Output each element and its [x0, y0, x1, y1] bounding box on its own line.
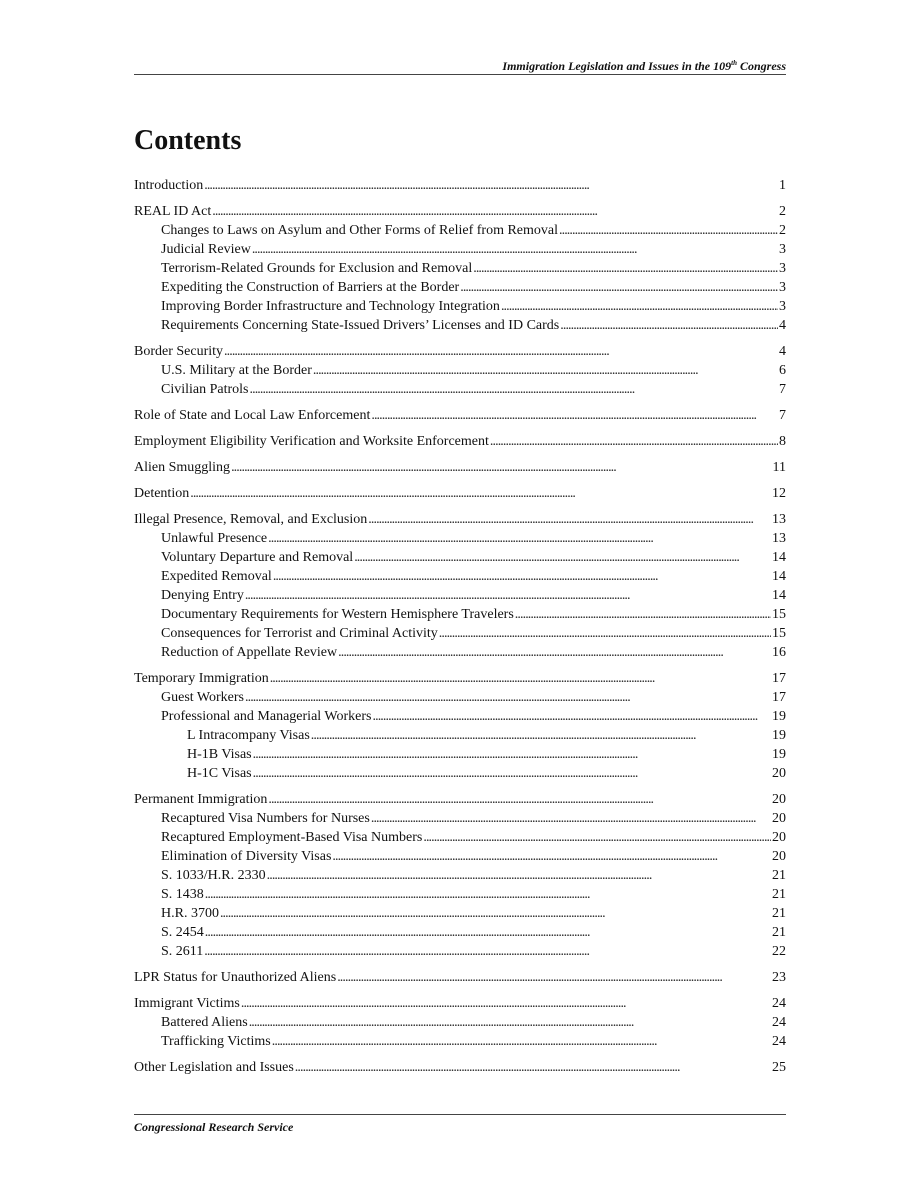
toc-entry-label: Employment Eligibility Verification and Worksite Enforcement — [134, 434, 489, 449]
footer-publisher: Congressional Research Service — [134, 1120, 294, 1134]
toc-entry-label: Elimination of Diversity Visas — [161, 849, 332, 864]
toc-entry-label: U.S. Military at the Border — [161, 363, 312, 378]
toc-entry-page-number: 24 — [772, 1034, 786, 1049]
toc-entry[interactable] — [134, 726, 786, 745]
toc-entry-label: Denying Entry — [161, 588, 244, 603]
toc-dot-leader — [313, 361, 778, 380]
toc-dot-leader — [354, 548, 771, 567]
toc-dot-leader — [250, 380, 779, 399]
toc-entry-label: Professional and Managerial Workers — [161, 709, 372, 724]
toc-entry-page-number: 24 — [772, 996, 786, 1011]
toc-dot-leader — [473, 259, 778, 278]
toc-entry-page-number: 4 — [779, 344, 786, 359]
toc-dot-leader — [267, 866, 771, 885]
toc-entry-page-number: 21 — [772, 925, 786, 940]
toc-entry-label: Civilian Patrols — [161, 382, 249, 397]
toc-dot-leader — [501, 297, 778, 316]
toc-entry-page-number: 20 — [772, 792, 786, 807]
toc-entry-label: Guest Workers — [161, 690, 244, 705]
toc-entry-label: L Intracompany Visas — [187, 728, 310, 743]
toc-entry[interactable] — [134, 942, 786, 961]
toc-entry[interactable] — [134, 278, 786, 297]
toc-entry-page-number: 19 — [772, 747, 786, 762]
toc-dot-leader — [338, 643, 771, 662]
toc-entry[interactable] — [134, 923, 786, 942]
toc-entry[interactable] — [134, 297, 786, 316]
toc-entry[interactable] — [134, 764, 786, 783]
toc-entry-label: Detention — [134, 486, 190, 501]
toc-entry-page-number: 23 — [772, 970, 786, 985]
toc-entry[interactable] — [134, 707, 786, 726]
running-header-title-end: Congress — [736, 59, 786, 73]
toc-entry-page-number: 3 — [779, 280, 786, 295]
toc-dot-leader — [204, 942, 771, 961]
toc-dot-leader — [249, 1013, 771, 1032]
toc-entry-page-number: 20 — [772, 811, 786, 826]
toc-entry-page-number: 2 — [779, 223, 786, 238]
running-header — [134, 56, 786, 75]
toc-dot-leader — [204, 176, 778, 195]
toc-entry[interactable] — [134, 1032, 786, 1051]
toc-entry-page-number: 2 — [779, 204, 786, 219]
toc-dot-leader — [252, 240, 778, 259]
toc-entry-page-number: 13 — [772, 512, 786, 527]
toc-entry-label: Terrorism-Related Grounds for Exclusion and Removal — [161, 261, 473, 276]
toc-entry[interactable] — [134, 458, 786, 477]
toc-entry[interactable] — [134, 586, 786, 605]
toc-entry-label: S. 2454 — [161, 925, 204, 940]
toc-entry[interactable] — [134, 885, 786, 904]
toc-entry-label: LPR Status for Unauthorized Aliens — [134, 970, 337, 985]
toc-entry-label: Temporary Immigration — [134, 671, 269, 686]
toc-entry-page-number: 3 — [779, 299, 786, 314]
toc-dot-leader — [371, 406, 778, 425]
toc-entry-page-number: 17 — [772, 690, 786, 705]
toc-entry-label: Unlawful Presence — [161, 531, 268, 546]
toc-entry-page-number: 20 — [772, 766, 786, 781]
toc-entry-label: Role of State and Local Law Enforcement — [134, 408, 371, 423]
toc-dot-leader — [273, 567, 771, 586]
toc-entry-page-number: 12 — [772, 486, 786, 501]
toc-entry-label: Illegal Presence, Removal, and Exclusion — [134, 512, 368, 527]
toc-dot-leader — [253, 745, 771, 764]
toc-dot-leader — [311, 726, 771, 745]
toc-dot-leader — [245, 688, 771, 707]
toc-entry[interactable] — [134, 406, 786, 425]
toc-entry-label: Immigrant Victims — [134, 996, 240, 1011]
toc-entry-label: Border Security — [134, 344, 224, 359]
running-header-title: Immigration Legislation and Issues in the 109 — [502, 59, 732, 73]
toc-entry[interactable] — [134, 342, 786, 361]
toc-entry-label: Introduction — [134, 178, 204, 193]
toc-entry[interactable] — [134, 1058, 786, 1077]
toc-entry[interactable] — [134, 866, 786, 885]
toc-entry-page-number: 1 — [779, 178, 786, 193]
toc-dot-leader — [270, 669, 771, 688]
toc-dot-leader — [253, 764, 771, 783]
toc-entry-label: Permanent Immigration — [134, 792, 268, 807]
toc-entry-label: Alien Smuggling — [134, 460, 231, 475]
toc-entry[interactable] — [134, 624, 786, 643]
toc-entry[interactable] — [134, 567, 786, 586]
toc-dot-leader — [371, 809, 771, 828]
toc-entry-label: Consequences for Terrorist and Criminal Activity — [161, 626, 438, 641]
toc-dot-leader — [332, 847, 771, 866]
running-footer — [134, 1114, 786, 1134]
toc-entry-page-number: 21 — [772, 887, 786, 902]
toc-entry-label: S. 1438 — [161, 887, 204, 902]
toc-entry-page-number: 19 — [772, 728, 786, 743]
toc-entry-label: Documentary Requirements for Western Hemisphere Travelers — [161, 607, 514, 622]
toc-dot-leader — [231, 458, 771, 477]
toc-entry-label: Changes to Laws on Asylum and Other Forms of Relief from Removal — [161, 223, 558, 238]
toc-entry[interactable] — [134, 994, 786, 1013]
toc-entry[interactable] — [134, 688, 786, 707]
toc-entry-label: Trafficking Victims — [161, 1034, 271, 1049]
toc-entry-page-number: 14 — [772, 588, 786, 603]
toc-entry[interactable] — [134, 510, 786, 529]
toc-entry-label: Voluntary Departure and Removal — [161, 550, 354, 565]
toc-entry[interactable] — [134, 669, 786, 688]
toc-entry-page-number: 14 — [772, 550, 786, 565]
toc-dot-leader — [272, 1032, 771, 1051]
toc-entry-page-number: 8 — [779, 434, 786, 449]
toc-entry[interactable] — [134, 221, 786, 240]
toc-entry-label: H.R. 3700 — [161, 906, 219, 921]
toc-entry-label: REAL ID Act — [134, 204, 212, 219]
toc-dot-leader — [245, 586, 771, 605]
toc-dot-leader — [220, 904, 771, 923]
toc-entry[interactable] — [134, 1013, 786, 1032]
toc-entry-label: H-1B Visas — [187, 747, 252, 762]
toc-entry-page-number: 6 — [779, 363, 786, 378]
toc-entry[interactable] — [134, 847, 786, 866]
toc-dot-leader — [373, 707, 772, 726]
toc-entry-label: Reduction of Appellate Review — [161, 645, 338, 660]
toc-entry[interactable] — [134, 202, 786, 221]
toc-entry-page-number: 3 — [779, 261, 786, 276]
toc-entry-page-number: 19 — [772, 709, 786, 724]
toc-dot-leader — [560, 316, 778, 335]
toc-entry-label: S. 1033/H.R. 2330 — [161, 868, 266, 883]
toc-dot-leader — [268, 790, 771, 809]
toc-entry[interactable] — [134, 809, 786, 828]
toc-entry-page-number: 15 — [772, 607, 786, 622]
page-title: Contents — [134, 125, 242, 156]
toc-entry-label: Expedited Removal — [161, 569, 272, 584]
toc-entry[interactable] — [134, 790, 786, 809]
toc-entry-page-number: 7 — [779, 382, 786, 397]
toc-entry[interactable] — [134, 240, 786, 259]
toc-entry-page-number: 15 — [772, 626, 786, 641]
toc-entry-label: Improving Border Infrastructure and Technology Integration — [161, 299, 500, 314]
toc-entry-label: Battered Aliens — [161, 1015, 248, 1030]
toc-entry-page-number: 22 — [772, 944, 786, 959]
toc-entry[interactable] — [134, 529, 786, 548]
toc-entry-page-number: 24 — [772, 1015, 786, 1030]
toc-entry[interactable] — [134, 484, 786, 503]
toc-entry-page-number: 3 — [779, 242, 786, 257]
toc-dot-leader — [224, 342, 778, 361]
toc-dot-leader — [212, 202, 778, 221]
toc-dot-leader — [337, 968, 771, 987]
toc-entry[interactable] — [134, 904, 786, 923]
toc-entry-page-number: 11 — [772, 460, 786, 475]
toc-entry-label: Expediting the Construction of Barriers at the Border — [161, 280, 460, 295]
toc-entry[interactable] — [134, 316, 786, 335]
toc-entry-label: Judicial Review — [161, 242, 251, 257]
toc-entry[interactable] — [134, 259, 786, 278]
toc-entry-label: Other Legislation and Issues — [134, 1060, 294, 1075]
toc-dot-leader — [205, 923, 771, 942]
toc-entry-page-number: 13 — [772, 531, 786, 546]
toc-entry[interactable] — [134, 968, 786, 987]
toc-dot-leader — [190, 484, 771, 503]
toc-dot-leader — [559, 221, 778, 240]
toc-entry-label: Recaptured Visa Numbers for Nurses — [161, 811, 370, 826]
toc-dot-leader — [295, 1058, 771, 1077]
toc-entry[interactable] — [134, 380, 786, 399]
toc-entry-page-number: 16 — [772, 645, 786, 660]
toc-entry[interactable] — [134, 828, 786, 847]
toc-entry-page-number: 25 — [772, 1060, 786, 1075]
toc-entry-page-number: 4 — [779, 318, 786, 333]
toc-entry[interactable] — [134, 176, 786, 195]
toc-entry[interactable] — [134, 643, 786, 662]
toc-entry[interactable] — [134, 548, 786, 567]
toc-entry[interactable] — [134, 432, 786, 451]
toc-entry-label: Requirements Concerning State-Issued Drivers’ Licenses and ID Cards — [161, 318, 560, 333]
toc-dot-leader — [439, 624, 771, 643]
toc-entry-page-number: 20 — [772, 830, 786, 845]
toc-entry[interactable] — [134, 361, 786, 380]
toc-dot-leader — [241, 994, 771, 1013]
toc-dot-leader — [490, 432, 778, 451]
toc-entry-page-number: 20 — [772, 849, 786, 864]
toc-entry-page-number: 7 — [779, 408, 786, 423]
toc-entry-label: H-1C Visas — [187, 766, 252, 781]
toc-entry-page-number: 14 — [772, 569, 786, 584]
running-header-ordinal: th — [731, 59, 737, 67]
toc-dot-leader — [515, 605, 771, 624]
toc-dot-leader — [268, 529, 771, 548]
toc-entry-page-number: 17 — [772, 671, 786, 686]
toc-dot-leader — [368, 510, 771, 529]
toc-entry-page-number: 21 — [772, 868, 786, 883]
toc-dot-leader — [423, 828, 771, 847]
toc-dot-leader — [460, 278, 778, 297]
toc-entry-page-number: 21 — [772, 906, 786, 921]
toc-entry[interactable] — [134, 605, 786, 624]
toc-dot-leader — [205, 885, 771, 904]
toc-entry-label: Recaptured Employment-Based Visa Numbers — [161, 830, 423, 845]
toc-entry-label: S. 2611 — [161, 944, 204, 959]
toc-entry[interactable] — [134, 745, 786, 764]
